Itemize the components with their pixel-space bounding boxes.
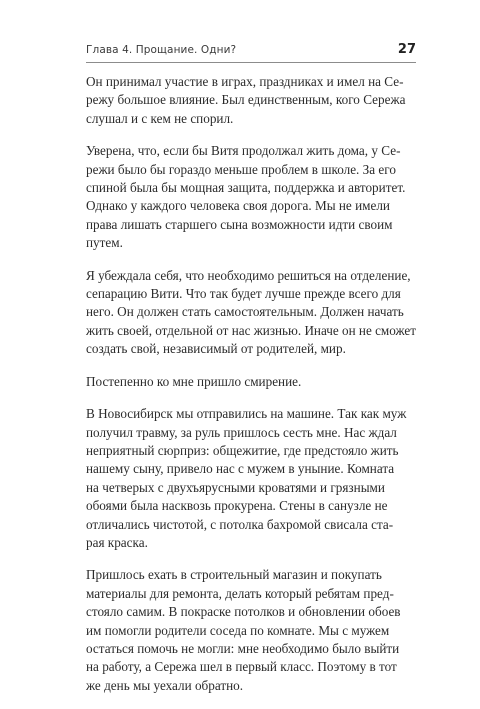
- text-line: им помогли родители соседа по комнате. Мы с мужем: [86, 622, 390, 638]
- paragraph: [86, 373, 416, 391]
- text-line: режи было бы гораздо меньше проблем в школе. За его: [86, 161, 396, 177]
- body-text: [86, 73, 416, 709]
- text-line: Уверена, что, если бы Витя продолжал жить дома, у Се-: [86, 143, 401, 159]
- text-line: Пришлось ехать в строительный магазин и покупать: [86, 567, 382, 583]
- text-line: неприятный сюрприз: общежитие, где предстояло жить: [86, 442, 399, 458]
- text-line: обоями была насквозь прокурена. Стены в санузле не: [86, 498, 388, 514]
- text-line: стояло самим. В покраске потолков и обновлении обоев: [86, 604, 401, 620]
- chapter-title: Глава 4. Прощание. Одни?: [86, 44, 237, 56]
- text-line: права лишать старшего сына возможности идти своим: [86, 216, 393, 232]
- text-line: жить своей, отдельной от нас жизнью. Иначе он не сможет: [86, 322, 416, 338]
- text-line: рая краска.: [86, 534, 148, 550]
- text-line: создать свой, независимый от родителей, мир.: [86, 341, 346, 357]
- text-line: сепарацию Вити. Что так будет лучше прежде всего для: [86, 286, 401, 302]
- paragraph: [86, 142, 416, 252]
- text-line: Постепенно ко мне пришло смирение.: [86, 373, 302, 389]
- text-line: же день мы уехали обратно.: [86, 677, 244, 693]
- text-line: на работу, а Сережа шел в первый класс. Поэтому в тот: [86, 659, 397, 675]
- text-line: Он принимал участие в играх, праздниках и имел на Се-: [86, 74, 404, 89]
- header-rule: [86, 62, 416, 63]
- text-line: на четверых с двухъярусными кроватями и грязными: [86, 479, 385, 495]
- text-line: получил травму, за руль пришлось сесть мне. Нас ждал: [86, 424, 397, 440]
- paragraph: [86, 73, 416, 128]
- page-number: 27: [397, 42, 416, 57]
- text-line: Я убеждала себя, что необходимо решиться на отделение,: [86, 267, 411, 283]
- paragraph: [86, 405, 416, 552]
- text-line: слушал и с кем не спорил.: [86, 110, 234, 126]
- text-line: В Новосибирск мы отправились на машине. Так как муж: [86, 406, 407, 422]
- text-line: путем.: [86, 235, 123, 251]
- text-line: спиной была бы мощная защита, поддержка и авторитет.: [86, 180, 406, 196]
- paragraph: [86, 566, 416, 695]
- text-line: остаться помочь не могли: мне необходимо было выйти: [86, 640, 400, 656]
- paragraph: [86, 267, 416, 359]
- text-line: Однако у каждого человека своя дорога. Мы не имели: [86, 198, 390, 214]
- running-header: [86, 44, 416, 62]
- text-line: отличались чистотой, с потолка бахромой свисала ста-: [86, 516, 394, 532]
- text-line: него. Он должен стать самостоятельным. Должен начать: [86, 304, 404, 320]
- text-line: нашему сыну, привело нас с мужем в уныние. Комната: [86, 461, 395, 477]
- text-line: материалы для ремонта, делать который ребятам пред-: [86, 585, 394, 601]
- text-line: режу большое влияние. Был единственным, кого Сережа: [86, 92, 406, 108]
